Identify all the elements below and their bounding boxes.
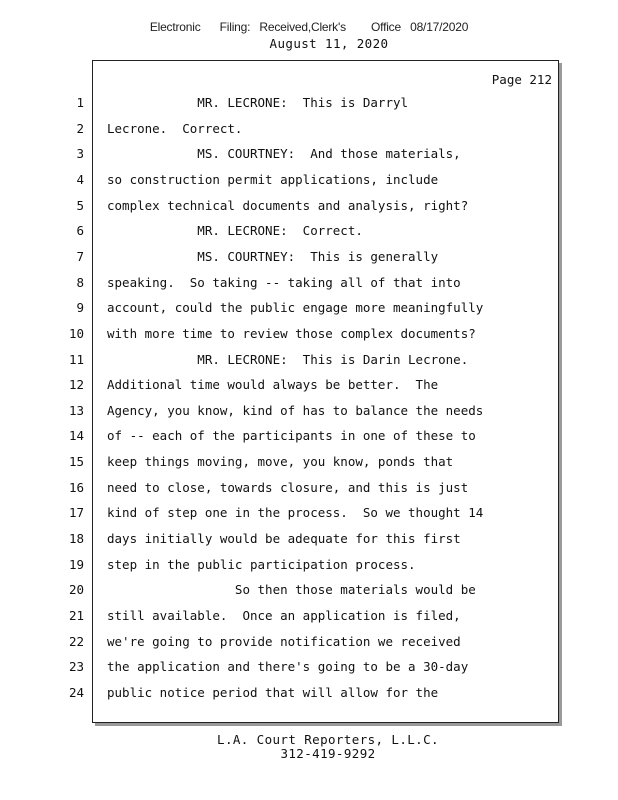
line-text: MR. LECRONE: Correct.	[107, 223, 363, 239]
line-text: of -- each of the participants in one of these to	[107, 428, 476, 444]
transcript-line	[0, 223, 618, 241]
filing-word: Office	[371, 20, 401, 34]
line-number: 12	[68, 377, 84, 393]
line-number: 17	[68, 505, 84, 521]
transcript-line	[0, 146, 618, 164]
reporter-company: L.A. Court Reporters, L.L.C.	[217, 732, 439, 747]
line-text: complex technical documents and analysis, right?	[107, 197, 469, 213]
line-number: 8	[76, 274, 84, 290]
line-text: the application and there's going to be a 30-day	[107, 659, 469, 675]
line-number: 13	[68, 402, 84, 418]
line-text: keep things moving, move, you know, ponds that	[107, 454, 454, 470]
transcript-line	[0, 249, 618, 267]
line-text: Lecrone. Correct.	[107, 120, 243, 136]
line-number: 7	[76, 248, 84, 264]
transcript-line	[0, 531, 618, 549]
line-number: 15	[68, 454, 84, 470]
line-number: 23	[68, 659, 84, 675]
line-text: we're going to provide notification we received	[107, 633, 461, 649]
line-number: 2	[76, 120, 84, 136]
electronic-filing-stamp	[0, 20, 618, 34]
filing-date: 08/17/2020	[410, 20, 469, 34]
line-number: 18	[68, 531, 84, 547]
line-number: 24	[68, 684, 84, 700]
transcript-line	[0, 557, 618, 575]
line-number: 10	[68, 325, 84, 341]
transcript-line	[0, 377, 618, 395]
line-text: So then those materials would be	[107, 582, 476, 598]
line-number: 21	[68, 608, 84, 623]
line-text: MR. LECRONE: This is Darin Lecrone.	[107, 351, 469, 367]
line-number: 3	[76, 146, 84, 162]
transcript-line	[0, 685, 618, 703]
line-text: Additional time would always be better. The	[107, 377, 439, 393]
transcript-line	[0, 275, 618, 293]
line-number: 6	[76, 223, 84, 239]
line-number: 1	[76, 95, 84, 110]
line-text: need to close, towards closure, and this is just	[107, 479, 469, 495]
reporter-phone: 312-419-9292	[280, 746, 376, 761]
line-text: days initially would be adequate for this first	[107, 531, 461, 547]
transcript-line	[0, 428, 618, 446]
line-number: 20	[68, 582, 84, 598]
line-number: 22	[68, 633, 84, 649]
transcript-line	[0, 300, 618, 318]
transcript-line	[0, 121, 618, 139]
line-text: kind of step one in the process. So we thought 14	[107, 505, 484, 521]
line-number: 5	[76, 197, 84, 213]
line-number: 9	[76, 300, 84, 316]
line-number: 16	[68, 479, 84, 495]
transcript-line	[0, 403, 618, 421]
transcript-line	[0, 608, 618, 626]
transcript-line	[0, 172, 618, 190]
line-text: public notice period that will allow for the	[107, 684, 439, 700]
transcript-line	[0, 480, 618, 498]
transcript-line	[0, 634, 618, 652]
filing-word: Received,Clerk's	[259, 20, 346, 34]
transcript-line	[0, 95, 618, 113]
filing-word: Electronic	[149, 20, 201, 34]
line-text: MS. COURTNEY: This is generally	[107, 248, 439, 264]
line-text: MS. COURTNEY: And those materials,	[107, 146, 461, 162]
transcript-line	[0, 198, 618, 216]
transcript-line	[0, 326, 618, 344]
line-number: 14	[68, 428, 84, 444]
line-text: speaking. So taking -- taking all of that into	[107, 274, 461, 290]
line-text: account, could the public engage more meaningfully	[107, 300, 484, 316]
transcript-date: August 11, 2020	[269, 36, 389, 51]
line-number: 11	[68, 351, 84, 367]
line-text: with more time to review those complex documents?	[107, 325, 476, 341]
transcript-line	[0, 582, 618, 600]
reporter-footer	[0, 733, 618, 761]
filing-word: Filing:	[219, 20, 251, 34]
line-text: MR. LECRONE: This is Darryl	[107, 95, 409, 110]
line-text: so construction permit applications, include	[107, 171, 439, 187]
line-text: Agency, you know, kind of has to balance the needs	[107, 402, 484, 418]
line-text: step in the public participation process.	[107, 556, 416, 572]
transcript-line	[0, 505, 618, 523]
transcript-line	[0, 352, 618, 370]
line-number: 19	[68, 556, 84, 572]
transcript-line	[0, 454, 618, 472]
page-number: Page 212	[491, 72, 552, 87]
line-text: still available. Once an application is filed,	[107, 608, 461, 623]
transcript-line	[0, 659, 618, 677]
line-number: 4	[76, 171, 84, 187]
